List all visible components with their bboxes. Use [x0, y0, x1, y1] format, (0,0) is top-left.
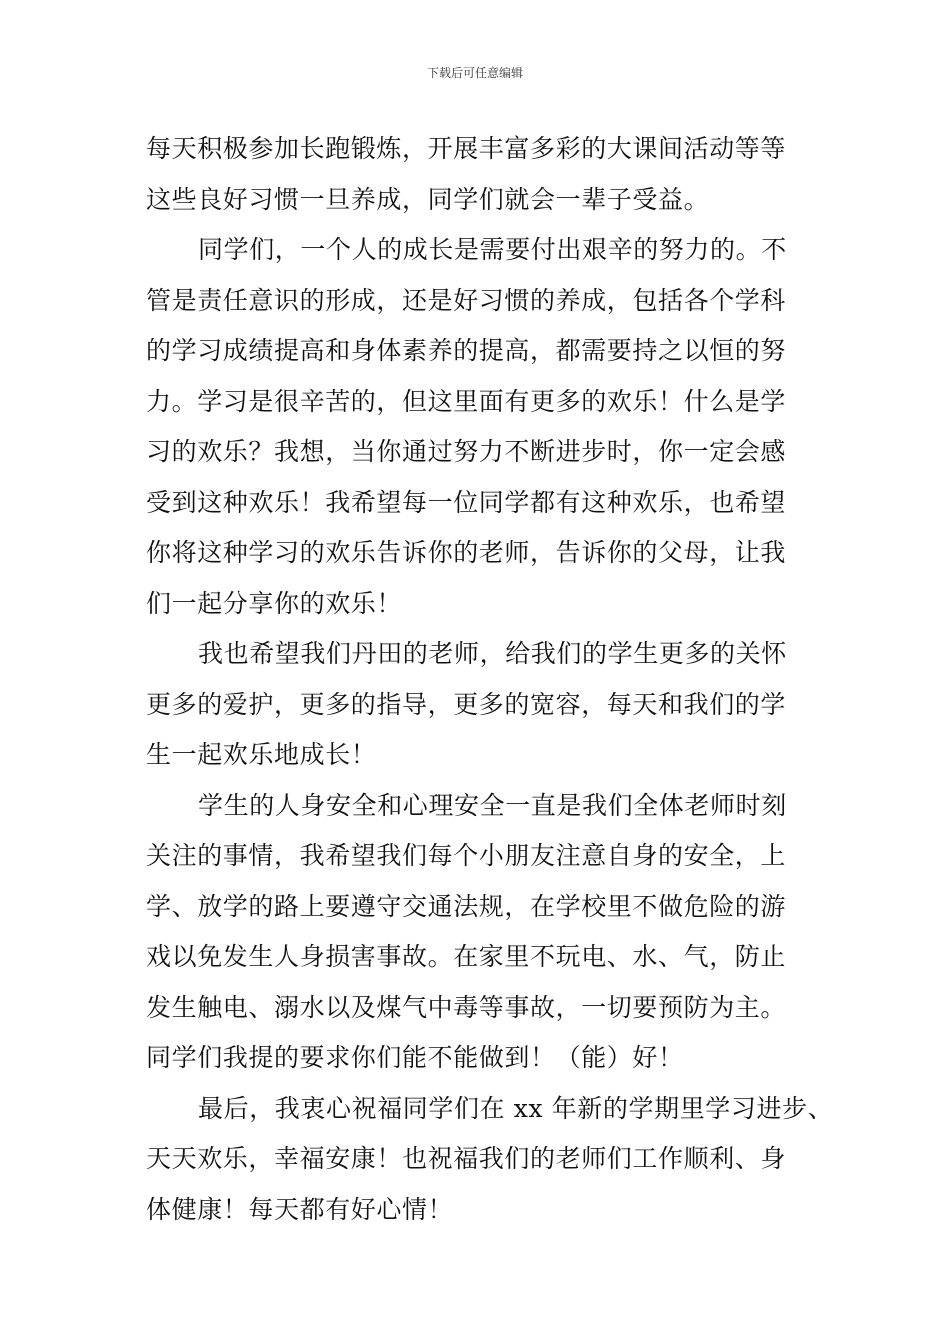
text-line: 你将这种学习的欢乐告诉你的老师，告诉你的父母，让我: [146, 538, 787, 567]
text-line: 天天欢乐，幸福安康！也祝福我们的老师们工作顺利、身: [146, 1144, 787, 1173]
text-line: 受到这种欢乐！我希望每一位同学都有这种欢乐，也希望: [146, 487, 787, 517]
text-line: 每天积极参加长跑锻炼，开展丰富多彩的大课间活动等等: [146, 134, 787, 163]
paragraph-4: [146, 781, 846, 1084]
text-line: 这些良好习惯一旦养成，同学们就会一辈子受益。: [146, 184, 710, 214]
text-line: 学、放学的路上要遵守交通法规，在学校里不做危险的游: [146, 891, 787, 921]
text-line: 同学们我提的要求你们能不能做到！（能）好！: [146, 1043, 684, 1072]
text-line: 们一起分享你的欢乐！: [146, 588, 403, 618]
text-line: 学生的人身安全和心理安全一直是我们全体老师时刻: [198, 790, 787, 820]
page-header: 下载后可任意编辑: [426, 66, 523, 80]
text-line: 我也希望我们丹田的老师，给我们的学生更多的关怀: [198, 639, 787, 668]
text-line: 体健康！每天都有好心情！: [146, 1194, 454, 1224]
text-line: 最后，我衷心祝福同学们在 xx 年新的学期里学习进步、: [198, 1093, 834, 1123]
paragraph-5: [146, 1084, 846, 1236]
text-line: 发生触电、溺水以及煤气中毒等事故，一切要预防为主。: [146, 992, 787, 1022]
text-line: 生一起欢乐地成长！: [146, 740, 377, 769]
text-line: 力。学习是很辛苦的，但这里面有更多的欢乐！什么是学: [146, 386, 787, 416]
paragraph-3: [146, 629, 846, 781]
text-line: 关注的事情，我希望我们每个小朋友注意自身的安全，上: [146, 841, 787, 870]
text-line: 的学习成绩提高和身体素养的提高，都需要持之以恒的努: [146, 336, 787, 365]
text-line: 戏以免发生人身损害事故。在家里不玩电、水、气，防止: [146, 942, 787, 971]
paragraph-1: [146, 124, 846, 225]
text-line: 习的欢乐？我想，当你通过努力不断进步时，你一定会感: [146, 437, 787, 466]
document-body: [146, 124, 846, 1235]
text-line: 管是责任意识的形成，还是好习惯的养成，包括各个学科: [146, 285, 787, 315]
text-line: 更多的爱护，更多的指导，更多的宽容，每天和我们的学: [146, 689, 787, 719]
paragraph-2: [146, 225, 846, 629]
text-line: 同学们，一个人的成长是需要付出艰辛的努力的。不: [198, 235, 787, 264]
